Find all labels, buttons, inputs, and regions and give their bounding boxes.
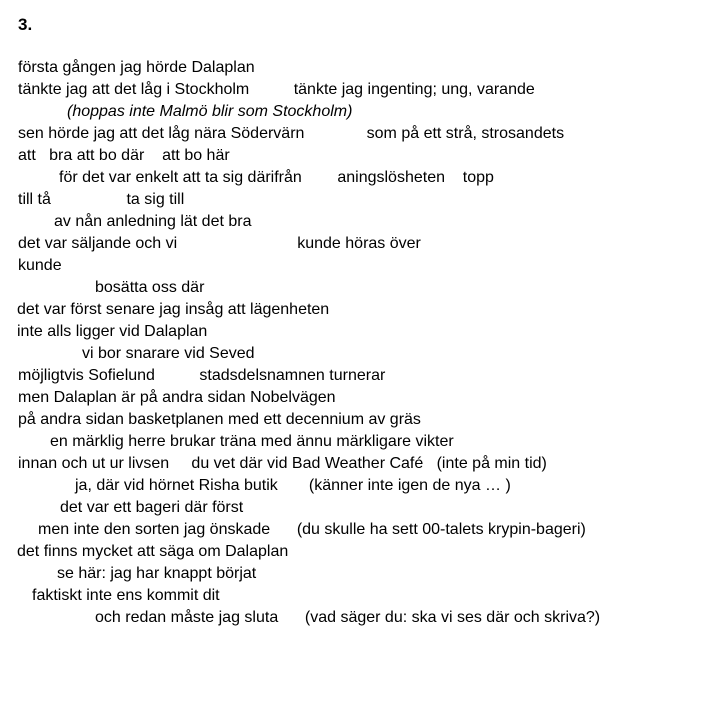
poem-line: inte alls ligger vid Dalaplan (17, 323, 208, 340)
poem-line: se här: jag har knappt börjat (57, 565, 257, 582)
poem-line: (hoppas inte Malmö blir som Stockholm) (67, 103, 353, 120)
poem-line: det var först senare jag insåg att lägenheten (17, 301, 330, 318)
poem-line: på andra sidan basketplanen med ett decennium av gräs (18, 411, 421, 428)
poem-line: men Dalaplan är på andra sidan Nobelvägen (18, 389, 336, 406)
poem-line: en märklig herre brukar träna med ännu märkligare vikter (50, 433, 454, 450)
poem-line: kunde (18, 257, 62, 274)
section-number-title: 3. (18, 15, 33, 34)
poem-line: första gången jag hörde Dalaplan (18, 59, 255, 76)
poem-line: sen hörde jag att det låg nära Södervärn som på ett strå, strosandets (18, 125, 565, 142)
poem-line: det finns mycket att säga om Dalaplan (17, 543, 289, 560)
poem-line: och redan måste jag sluta (vad säger du: ska vi ses där och skriva?) (95, 609, 601, 626)
poem-line: det var säljande och vi kunde höras över (18, 235, 421, 252)
poem-line: av nån anledning lät det bra (54, 213, 252, 230)
poem-line: för det var enkelt att ta sig därifrån aningslösheten topp (59, 169, 494, 186)
poem-line: vi bor snarare vid Seved (82, 345, 255, 362)
poem-line: innan och ut ur livsen du vet där vid Bad Weather Café (inte på min tid) (18, 455, 547, 472)
poem-line: bosätta oss där (95, 279, 205, 296)
poem-lines (0, 57, 709, 629)
poem-line: tänkte jag att det låg i Stockholm tänkte jag ingenting; ung, varande (18, 81, 535, 98)
poem-line: till tå ta sig till (18, 191, 185, 208)
poem-line: möjligtvis Sofielund stadsdelsnamnen turnerar (18, 367, 386, 384)
poem-line: det var ett bageri där först (60, 499, 244, 516)
poem-line: faktiskt inte ens kommit dit (32, 587, 220, 604)
poem-line: att bra att bo där att bo här (18, 147, 230, 164)
poem-line: men inte den sorten jag önskade (du skulle ha sett 00-talets krypin-bageri) (38, 521, 586, 538)
poem-line: ja, där vid hörnet Risha butik (känner inte igen de nya … ) (75, 477, 511, 494)
